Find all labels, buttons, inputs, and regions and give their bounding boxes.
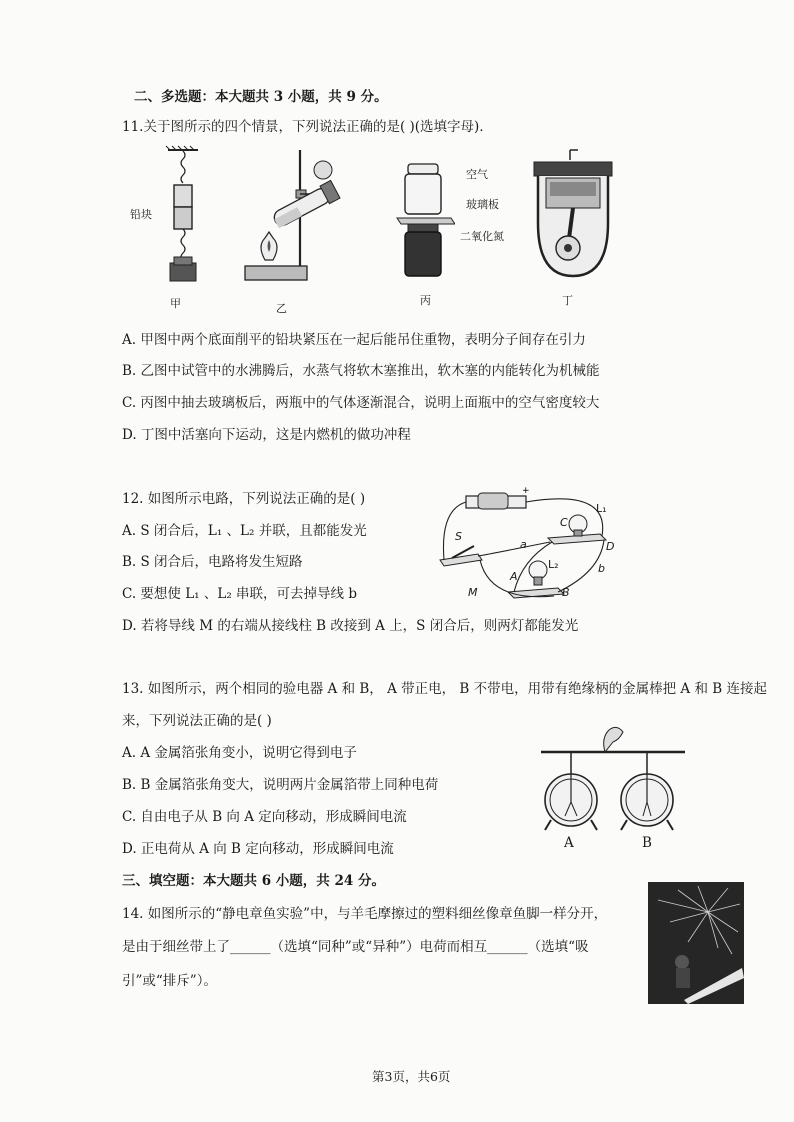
label-terminal-c: C — [560, 516, 568, 529]
q12-option-c: C. 要想使 L₁ 、L₂ 串联，可去掉导线 b — [122, 586, 357, 602]
q12-stem: 12. 如图所示电路，下列说法正确的是( ) — [122, 491, 366, 507]
q13-option-c: C. 自由电子从 B 向 A 定向移动，形成瞬间电流 — [122, 809, 407, 825]
photo-electrostatic-octopus — [648, 882, 744, 1004]
q11-option-a: A. 甲图中两个底面削平的铅块紧压在一起后能吊住重物，表明分子间存在引力 — [122, 332, 586, 348]
q11-option-b: B. 乙图中试管中的水沸腾后，水蒸气将软木塞推出，软木塞的内能转化为机械能 — [122, 363, 600, 379]
label-terminal-d: D — [606, 540, 615, 553]
q11-option-d: D. 丁图中活塞向下运动，这是内燃机的做功冲程 — [122, 427, 411, 443]
q13-option-b: B. B 金属箔张角变大，说明两片金属箔带上同种电荷 — [122, 777, 439, 793]
q12-option-a: A. S 闭合后，L₁ 、L₂ 并联，且都能发光 — [122, 523, 367, 539]
section-heading-fill-in: 三、填空题：本大题共 6 小题，共 24 分。 — [122, 873, 385, 889]
figure-bing-gas-bottles — [395, 158, 455, 283]
label-lead-block: 铅块 — [130, 208, 152, 221]
section-heading-multi-choice: 二、多选题：本大题共 3 小题，共 9 分。 — [134, 89, 388, 105]
figure-yi-test-tube — [240, 148, 350, 288]
page-number-footer: 第3页，共6页 — [372, 1069, 451, 1084]
label-electroscope-a: A — [564, 835, 574, 851]
q11-stem: 11.关于图所示的四个情景，下列说法正确的是( )(选填字母)． — [122, 119, 493, 135]
q11-option-c: C. 丙图中抽去玻璃板后，两瓶中的气体逐渐混合，说明上面瓶中的空气密度较大 — [122, 395, 600, 411]
svg-text:+: + — [522, 486, 530, 496]
q13-stem-line2: 来，下列说法正确的是( ) — [122, 713, 272, 729]
label-switch-s: S — [455, 530, 462, 543]
figure-q12-circuit — [430, 480, 630, 610]
label-l1: L₁ — [596, 502, 607, 515]
label-fig-jia: 甲 — [170, 297, 181, 310]
q14-line3: 引”或“排斥”）。 — [122, 973, 217, 989]
label-l2: L₂ — [548, 558, 559, 571]
label-terminal-b: B — [562, 586, 570, 599]
q12-option-b: B. S 闭合后，电路将发生短路 — [122, 554, 303, 570]
q12-option-d: D. 若将导线 M 的右端从接线柱 B 改接到 A 上，S 闭合后，则两灯都能发光 — [122, 618, 579, 634]
label-electroscope-b: B — [642, 835, 652, 851]
label-nitrogen-dioxide: 二氧化氮 — [460, 230, 504, 243]
label-fig-ding: 丁 — [562, 294, 573, 307]
figure-ding-engine-cylinder — [528, 148, 618, 283]
label-glass-plate: 玻璃板 — [466, 198, 499, 211]
label-wire-a: a — [520, 538, 527, 551]
q14-line2: 是由于细丝带上了______（选填“同种”或“异种”）电荷而相互______（选填“吸 — [122, 939, 589, 955]
q14-line1: 14. 如图所示的“静电章鱼实验”中，与羊毛摩擦过的塑料细丝像章鱼脚一样分开， — [122, 906, 608, 922]
label-air: 空气 — [466, 168, 488, 181]
q13-option-d: D. 正电荷从 A 向 B 定向移动，形成瞬间电流 — [122, 841, 394, 857]
q13-stem-line1: 13. 如图所示，两个相同的验电器 A 和 B， A 带正电， B 不带电，用带有绝缘柄的金属棒把 A 和 B 连接起 — [122, 681, 767, 697]
q13-option-a: A. A 金属箔张角变小，说明它得到电子 — [122, 745, 357, 761]
figure-q13-electroscopes — [535, 722, 695, 837]
figure-jia-lead-blocks — [150, 145, 210, 295]
label-fig-bing: 丙 — [420, 294, 431, 307]
label-wire-b: b — [598, 562, 605, 575]
label-fig-yi: 乙 — [276, 302, 287, 315]
label-wire-m: M — [468, 586, 478, 599]
label-terminal-a: A — [510, 570, 518, 583]
